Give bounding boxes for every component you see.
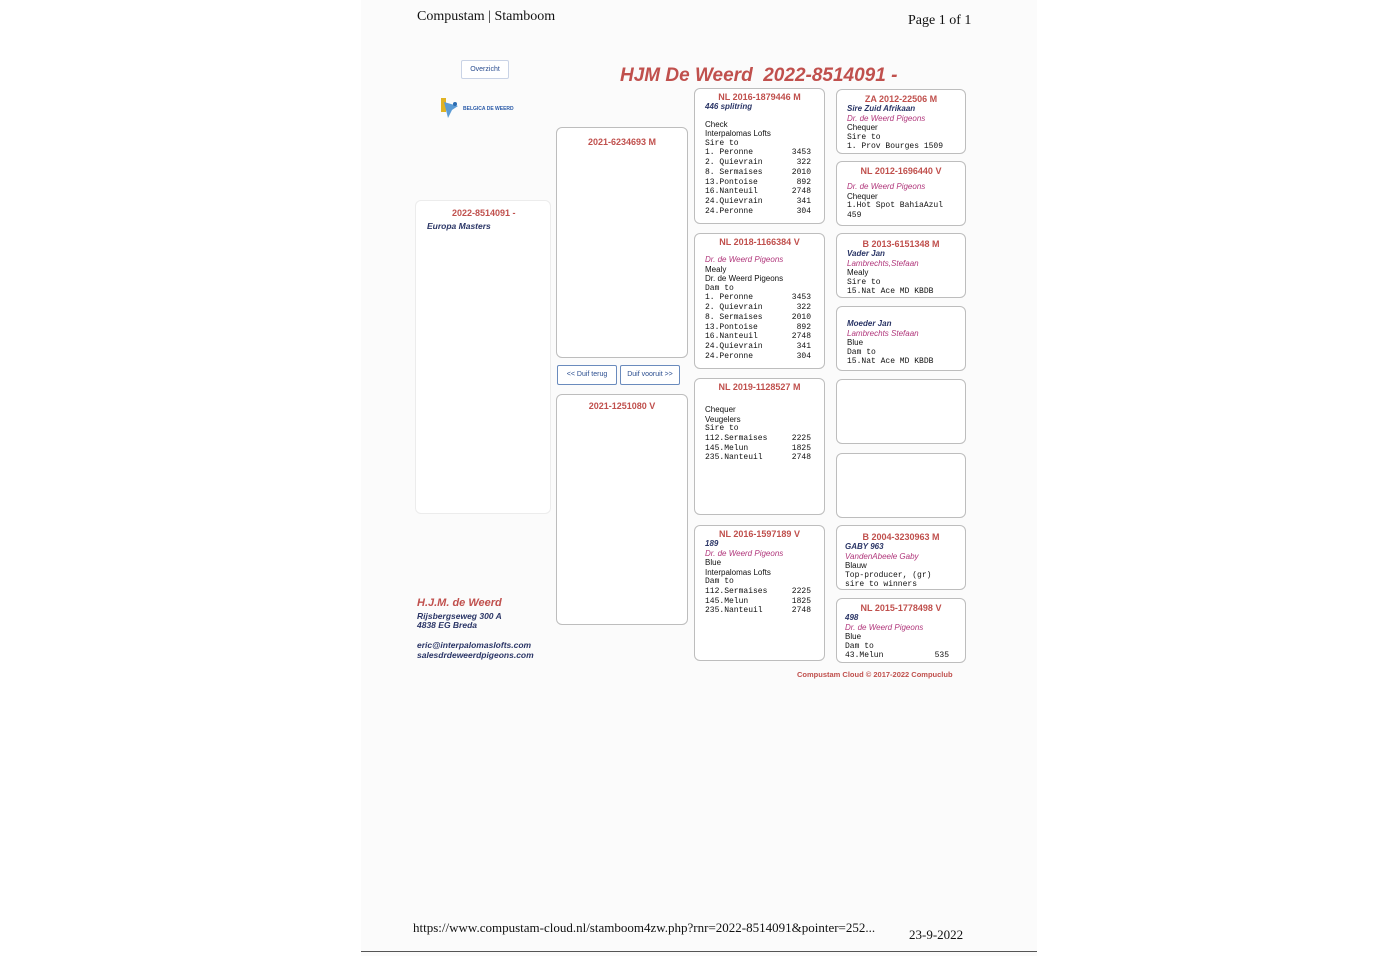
card-owner: Dr. de Weerd Pigeons: [847, 113, 926, 123]
card-line: 1.Hot Spot BahiaAzul: [847, 201, 944, 210]
card-owner: Dr. de Weerd Pigeons: [705, 548, 784, 558]
card-owner: Lambrechts,Stefaan: [847, 258, 919, 268]
result-row: 1. Peronne 3453: [705, 293, 811, 303]
card-line: Sire to: [847, 132, 881, 142]
card-line: 459: [847, 210, 862, 220]
card-pigeon-name: 498: [845, 613, 859, 622]
page-title: HJM De Weerd 2022-8514091 -: [620, 65, 898, 86]
dam-card[interactable]: [556, 394, 688, 625]
card-ring: B 2004-3230963 M: [862, 532, 940, 542]
sire-ring: 2021-6234693 M: [587, 137, 657, 147]
card-line: Sire to: [847, 277, 881, 287]
card-pigeon-name: Sire Zuid Afrikaan: [847, 104, 916, 113]
card-pigeon-name: Vader Jan: [847, 249, 885, 258]
card-ring: NL 2016-1879446 M: [718, 92, 801, 102]
result-row: 43.Melun 535: [845, 651, 949, 661]
result-row: 16.Nanteuil 2748: [705, 187, 811, 197]
result-row: 24.Peronne 304: [705, 207, 811, 217]
sire-card[interactable]: [556, 127, 688, 358]
card-ring: NL 2018-1166384 V: [719, 237, 800, 247]
owner-street: Rijsbergseweg 300 A: [417, 611, 502, 621]
card-owner: Lambrechts Stefaan: [847, 328, 919, 338]
card-pigeon-name: Moeder Jan: [847, 319, 892, 328]
result-row: 235.Nanteuil 2748: [705, 606, 811, 616]
overview-button[interactable]: Overzicht: [461, 60, 509, 79]
card-color: Chequer: [705, 405, 736, 414]
great-grandparent-card-2[interactable]: [836, 161, 966, 226]
card-line: sire to winners: [845, 580, 918, 590]
owner-name: H.J.M. de Weerd: [417, 597, 502, 609]
card-owner: Dr. de Weerd Pigeons: [845, 622, 924, 632]
page-label: Page 1 of 1: [908, 13, 972, 28]
card-ring: NL 2012-1696440 V: [860, 166, 942, 176]
result-row: 24.Peronne 304: [705, 352, 811, 362]
card-color: Mealy: [705, 264, 727, 274]
subject-name: Europa Masters: [427, 221, 491, 231]
grandsire-dam-card[interactable]: [694, 378, 825, 515]
card-breeder: Interpalomas Lofts: [705, 567, 771, 577]
result-row: 112.Sermaises 2225: [705, 586, 811, 596]
card-color: Blue: [845, 632, 862, 641]
result-row: 145.Melun 1825: [705, 443, 811, 453]
result-row: 13.Pontoise 892: [705, 322, 811, 332]
card-owner: Dr. de Weerd Pigeons: [705, 255, 784, 264]
card-color: Blue: [847, 338, 864, 347]
results-list: [705, 587, 811, 616]
result-row: 24.Quievrain 341: [705, 342, 811, 352]
card-line: Top-producer, (gr): [845, 570, 932, 580]
footer-url: https://www.compustam-cloud.nl/stamboom4zw.php?rnr=2022-8514091&pointer=252...: [413, 920, 876, 935]
results-list: [705, 434, 811, 463]
great-grandparent-card-8[interactable]: [836, 598, 966, 663]
page-edge: [361, 951, 1037, 952]
card-line: Dam to: [845, 641, 874, 651]
great-grandparent-card-6[interactable]: [836, 453, 966, 518]
card-breeder: Veugelers: [705, 414, 741, 424]
previous-pigeon-button[interactable]: << Duif terug: [557, 365, 617, 385]
result-row: 145.Melun 1825: [705, 596, 811, 606]
great-grandparent-card-3[interactable]: [836, 233, 966, 298]
pigeon-logo-icon: [440, 96, 462, 120]
result-row: 2. Quievrain 322: [705, 303, 811, 313]
result-row: 1. Peronne 3453: [705, 148, 811, 158]
results-list: [705, 293, 811, 362]
result-row: 112.Sermaises 2225: [705, 433, 811, 443]
card-pigeon-name: GABY 963: [845, 542, 884, 551]
footer-date: 23-9-2022: [909, 927, 964, 942]
result-row: 13.Pontoise 892: [705, 177, 811, 187]
card-breeder: Dr. de Weerd Pigeons: [705, 274, 784, 283]
card-color: Check: [705, 119, 728, 129]
card-pigeon-name: 189: [705, 539, 719, 548]
card-ring: B 2013-6151348 M: [862, 239, 940, 249]
card-ring: NL 2019-1128527 M: [718, 382, 801, 392]
results-list: [705, 148, 811, 217]
result-row: 8. Sermaises 2010: [705, 167, 811, 177]
card-pigeon-name: 446 splitring: [705, 102, 753, 111]
result-row: 24.Quievrain 341: [705, 197, 811, 207]
great-grandparent-card-4[interactable]: [836, 306, 966, 371]
card-line: Dam to: [847, 347, 876, 357]
next-pigeon-button[interactable]: Duif vooruit >>: [620, 365, 680, 385]
great-grandparent-card-1[interactable]: [836, 89, 966, 154]
card-owner: VandenAbeele Gaby: [845, 551, 919, 561]
result-row: 2. Quievrain 322: [705, 158, 811, 168]
grandsire-sire-card[interactable]: [694, 88, 825, 224]
card-ring: NL 2015-1778498 V: [860, 603, 942, 613]
card-color: Chequer: [847, 123, 878, 132]
card-breeder: Interpalomas Lofts: [705, 129, 771, 138]
card-line: 15.Nat Ace MD KBDB: [847, 357, 934, 367]
belgica-logo: [440, 96, 520, 120]
card-ring: NL 2016-1597189 V: [719, 529, 800, 539]
card-note: Dam to: [705, 577, 734, 586]
granddam-dam-card[interactable]: [694, 525, 825, 661]
subject-ring: 2022-8514091 -: [452, 208, 516, 218]
card-owner: Dr. de Weerd Pigeons: [847, 182, 926, 191]
owner-email-2[interactable]: salesdrdeweerdpigeons.com: [417, 650, 534, 660]
copyright: Compustam Cloud © 2017-2022 Compuclub: [797, 670, 953, 679]
card-color: Blauw: [845, 561, 867, 570]
great-grandparent-card-5[interactable]: [836, 379, 966, 444]
result-row: 235.Nanteuil 2748: [705, 453, 811, 463]
owner-email-1[interactable]: eric@interpalomaslofts.com: [417, 640, 532, 650]
card-note: Sire to: [705, 424, 739, 433]
card-color: Mealy: [847, 268, 869, 277]
card-color: Chequer: [847, 191, 878, 201]
result-row: 16.Nanteuil 2748: [705, 332, 811, 342]
owner-city: 4838 EG Breda: [417, 620, 478, 630]
card-line: 1. Prov Bourges 1509: [847, 142, 944, 152]
card-note: Sire to: [705, 138, 739, 148]
dam-ring: 2021-1251080 V: [588, 401, 656, 411]
subject-card[interactable]: [415, 200, 551, 514]
result-row: 8. Sermaises 2010: [705, 312, 811, 322]
granddam-sire-card[interactable]: [694, 233, 825, 369]
card-line: 15.Nat Ace MD KBDB: [847, 287, 934, 297]
logo-text: BELGICA DE WEERD: [463, 106, 514, 112]
card-note: Dam to: [705, 283, 734, 293]
card-color: Blue: [705, 558, 722, 567]
app-title: Compustam | Stamboom: [417, 9, 556, 24]
card-ring: ZA 2012-22506 M: [864, 94, 938, 104]
great-grandparent-card-7[interactable]: [836, 525, 966, 590]
